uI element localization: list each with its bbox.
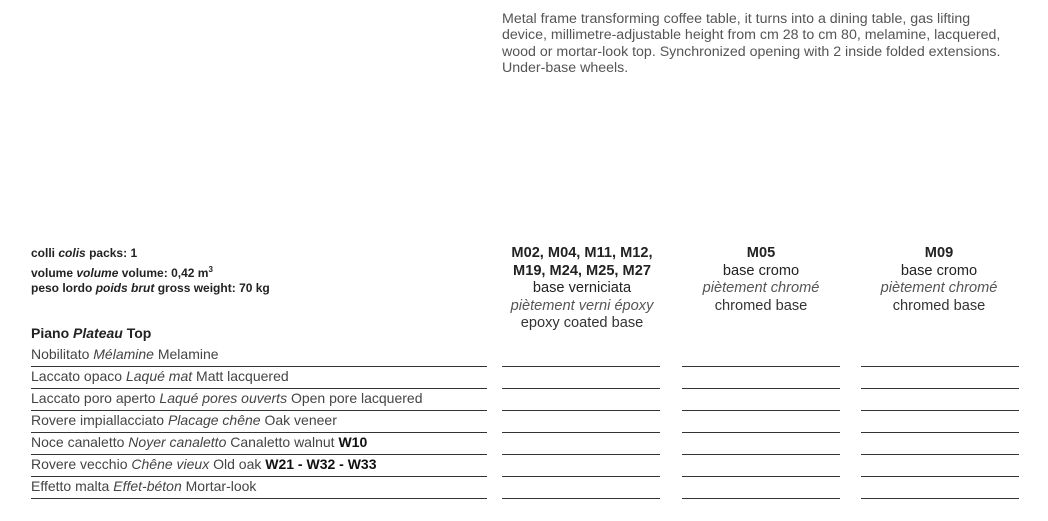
row-label-fr: Laqué pores ouverts xyxy=(159,390,288,406)
spec-label-it: volume xyxy=(31,265,74,280)
table-row xyxy=(31,432,487,455)
table-row xyxy=(31,476,487,499)
row-label-fr: Laqué mat xyxy=(125,368,193,384)
spec-value: 1 xyxy=(130,246,138,260)
column-header-chrome-m05 xyxy=(671,245,851,315)
spec-label-fr: poids brut xyxy=(95,281,155,295)
table-cell-column-1 xyxy=(502,388,660,411)
table-row xyxy=(31,366,487,389)
section-label-it: Piano xyxy=(31,325,70,341)
row-label-it: Nobilitato xyxy=(31,346,90,362)
table-cell-column-1 xyxy=(502,410,660,433)
spec-packs xyxy=(31,246,270,262)
table-cell-column-2 xyxy=(682,344,840,367)
row-label-en: Open pore lacquered xyxy=(290,390,423,406)
table-row xyxy=(31,388,487,411)
column-label-fr: piètement verni époxy xyxy=(510,297,654,314)
spec-label-en: packs: xyxy=(89,246,128,260)
row-label-it: Laccato opaco xyxy=(31,368,123,384)
table-cell-column-1 xyxy=(502,476,660,499)
section-title-top xyxy=(31,325,151,341)
spec-weight xyxy=(31,281,270,297)
table-cell-column-2 xyxy=(682,454,840,477)
row-label-en: Mortar-look xyxy=(185,478,257,494)
row-label-fr: Placage chêne xyxy=(167,412,261,428)
spec-label-it: colli xyxy=(31,246,56,260)
spec-label-it: peso lordo xyxy=(31,281,93,295)
table-cell-column-2 xyxy=(682,476,840,499)
row-label-fr: Chêne vieux xyxy=(131,456,210,472)
spec-unit-superscript: 3 xyxy=(208,264,213,274)
row-label-en: Old oak xyxy=(213,456,262,472)
table-cell-column-1 xyxy=(502,432,660,455)
spec-volume xyxy=(31,262,270,282)
packing-specs xyxy=(31,246,270,297)
row-label-it: Rovere impiallacciato xyxy=(31,412,165,428)
row-label-it: Noce canaletto xyxy=(31,434,125,450)
spec-value: 0,42 m xyxy=(171,265,209,280)
table-cell-column-2 xyxy=(682,388,840,411)
spec-label-en: gross weight: xyxy=(157,281,236,295)
column-label-en: epoxy coated base xyxy=(520,315,644,332)
product-description: Metal frame transforming coffee table, it turns into a dining table, gas lifting device, millimetre-adjustable height from cm 28 to cm 80, melamine, lacquered, wood or mortar-look top. Synchronized opening with 2 inside folded extensions. Under-base wheels. xyxy=(502,11,1001,76)
table-row xyxy=(31,454,487,477)
section-label-en: Top xyxy=(126,325,152,341)
row-label-it: Laccato poro aperto xyxy=(31,390,156,406)
spec-label-fr: volume xyxy=(76,265,119,280)
column-label-it: base cromo xyxy=(900,262,978,279)
table-cell-column-2 xyxy=(682,410,840,433)
spec-label-fr: colis xyxy=(58,246,86,260)
column-label-en: chromed base xyxy=(892,297,986,314)
row-label-fr: Noyer canaletto xyxy=(128,434,227,450)
column-codes: M05 xyxy=(746,245,776,261)
table-cell-column-2 xyxy=(682,366,840,389)
row-finish-code: W10 xyxy=(338,434,368,450)
column-header-painted xyxy=(492,245,672,333)
column-label-it: base verniciata xyxy=(532,280,632,297)
table-row xyxy=(31,344,487,367)
spec-label-en: volume: xyxy=(121,265,168,280)
table-cell-column-3 xyxy=(861,432,1019,455)
row-finish-code: W21 - W32 - W33 xyxy=(265,456,377,472)
table-cell-column-3 xyxy=(861,454,1019,477)
column-label-it: base cromo xyxy=(722,262,800,279)
row-label-en: Oak veneer xyxy=(264,412,337,428)
table-cell-column-1 xyxy=(502,344,660,367)
column-codes: M09 xyxy=(924,245,954,261)
section-label-fr: Plateau xyxy=(73,325,123,341)
table-cell-column-1 xyxy=(502,454,660,477)
table-cell-column-3 xyxy=(861,476,1019,499)
table-cell-column-3 xyxy=(861,366,1019,389)
table-cell-column-3 xyxy=(861,388,1019,411)
table-cell-column-2 xyxy=(682,432,840,455)
row-label-it: Rovere vecchio xyxy=(31,456,128,472)
row-label-it: Effetto malta xyxy=(31,478,110,494)
spec-value: 70 kg xyxy=(239,281,270,295)
table-row xyxy=(31,410,487,433)
row-label-fr: Mélamine xyxy=(93,346,154,362)
table-cell-column-1 xyxy=(502,366,660,389)
row-label-en: Canaletto walnut xyxy=(230,434,335,450)
column-label-fr: piètement chromé xyxy=(880,280,998,297)
row-label-fr: Effet-béton xyxy=(113,478,182,494)
column-label-en: chromed base xyxy=(714,297,808,314)
row-label-en: Matt lacquered xyxy=(196,368,289,384)
column-header-chrome-m09 xyxy=(849,245,1029,315)
table-cell-column-3 xyxy=(861,344,1019,367)
column-codes: M02, M04, M11, M12, M19, M24, M25, M27 xyxy=(511,245,653,279)
row-label-en: Melamine xyxy=(157,346,219,362)
column-label-fr: piètement chromé xyxy=(702,280,820,297)
table-cell-column-3 xyxy=(861,410,1019,433)
